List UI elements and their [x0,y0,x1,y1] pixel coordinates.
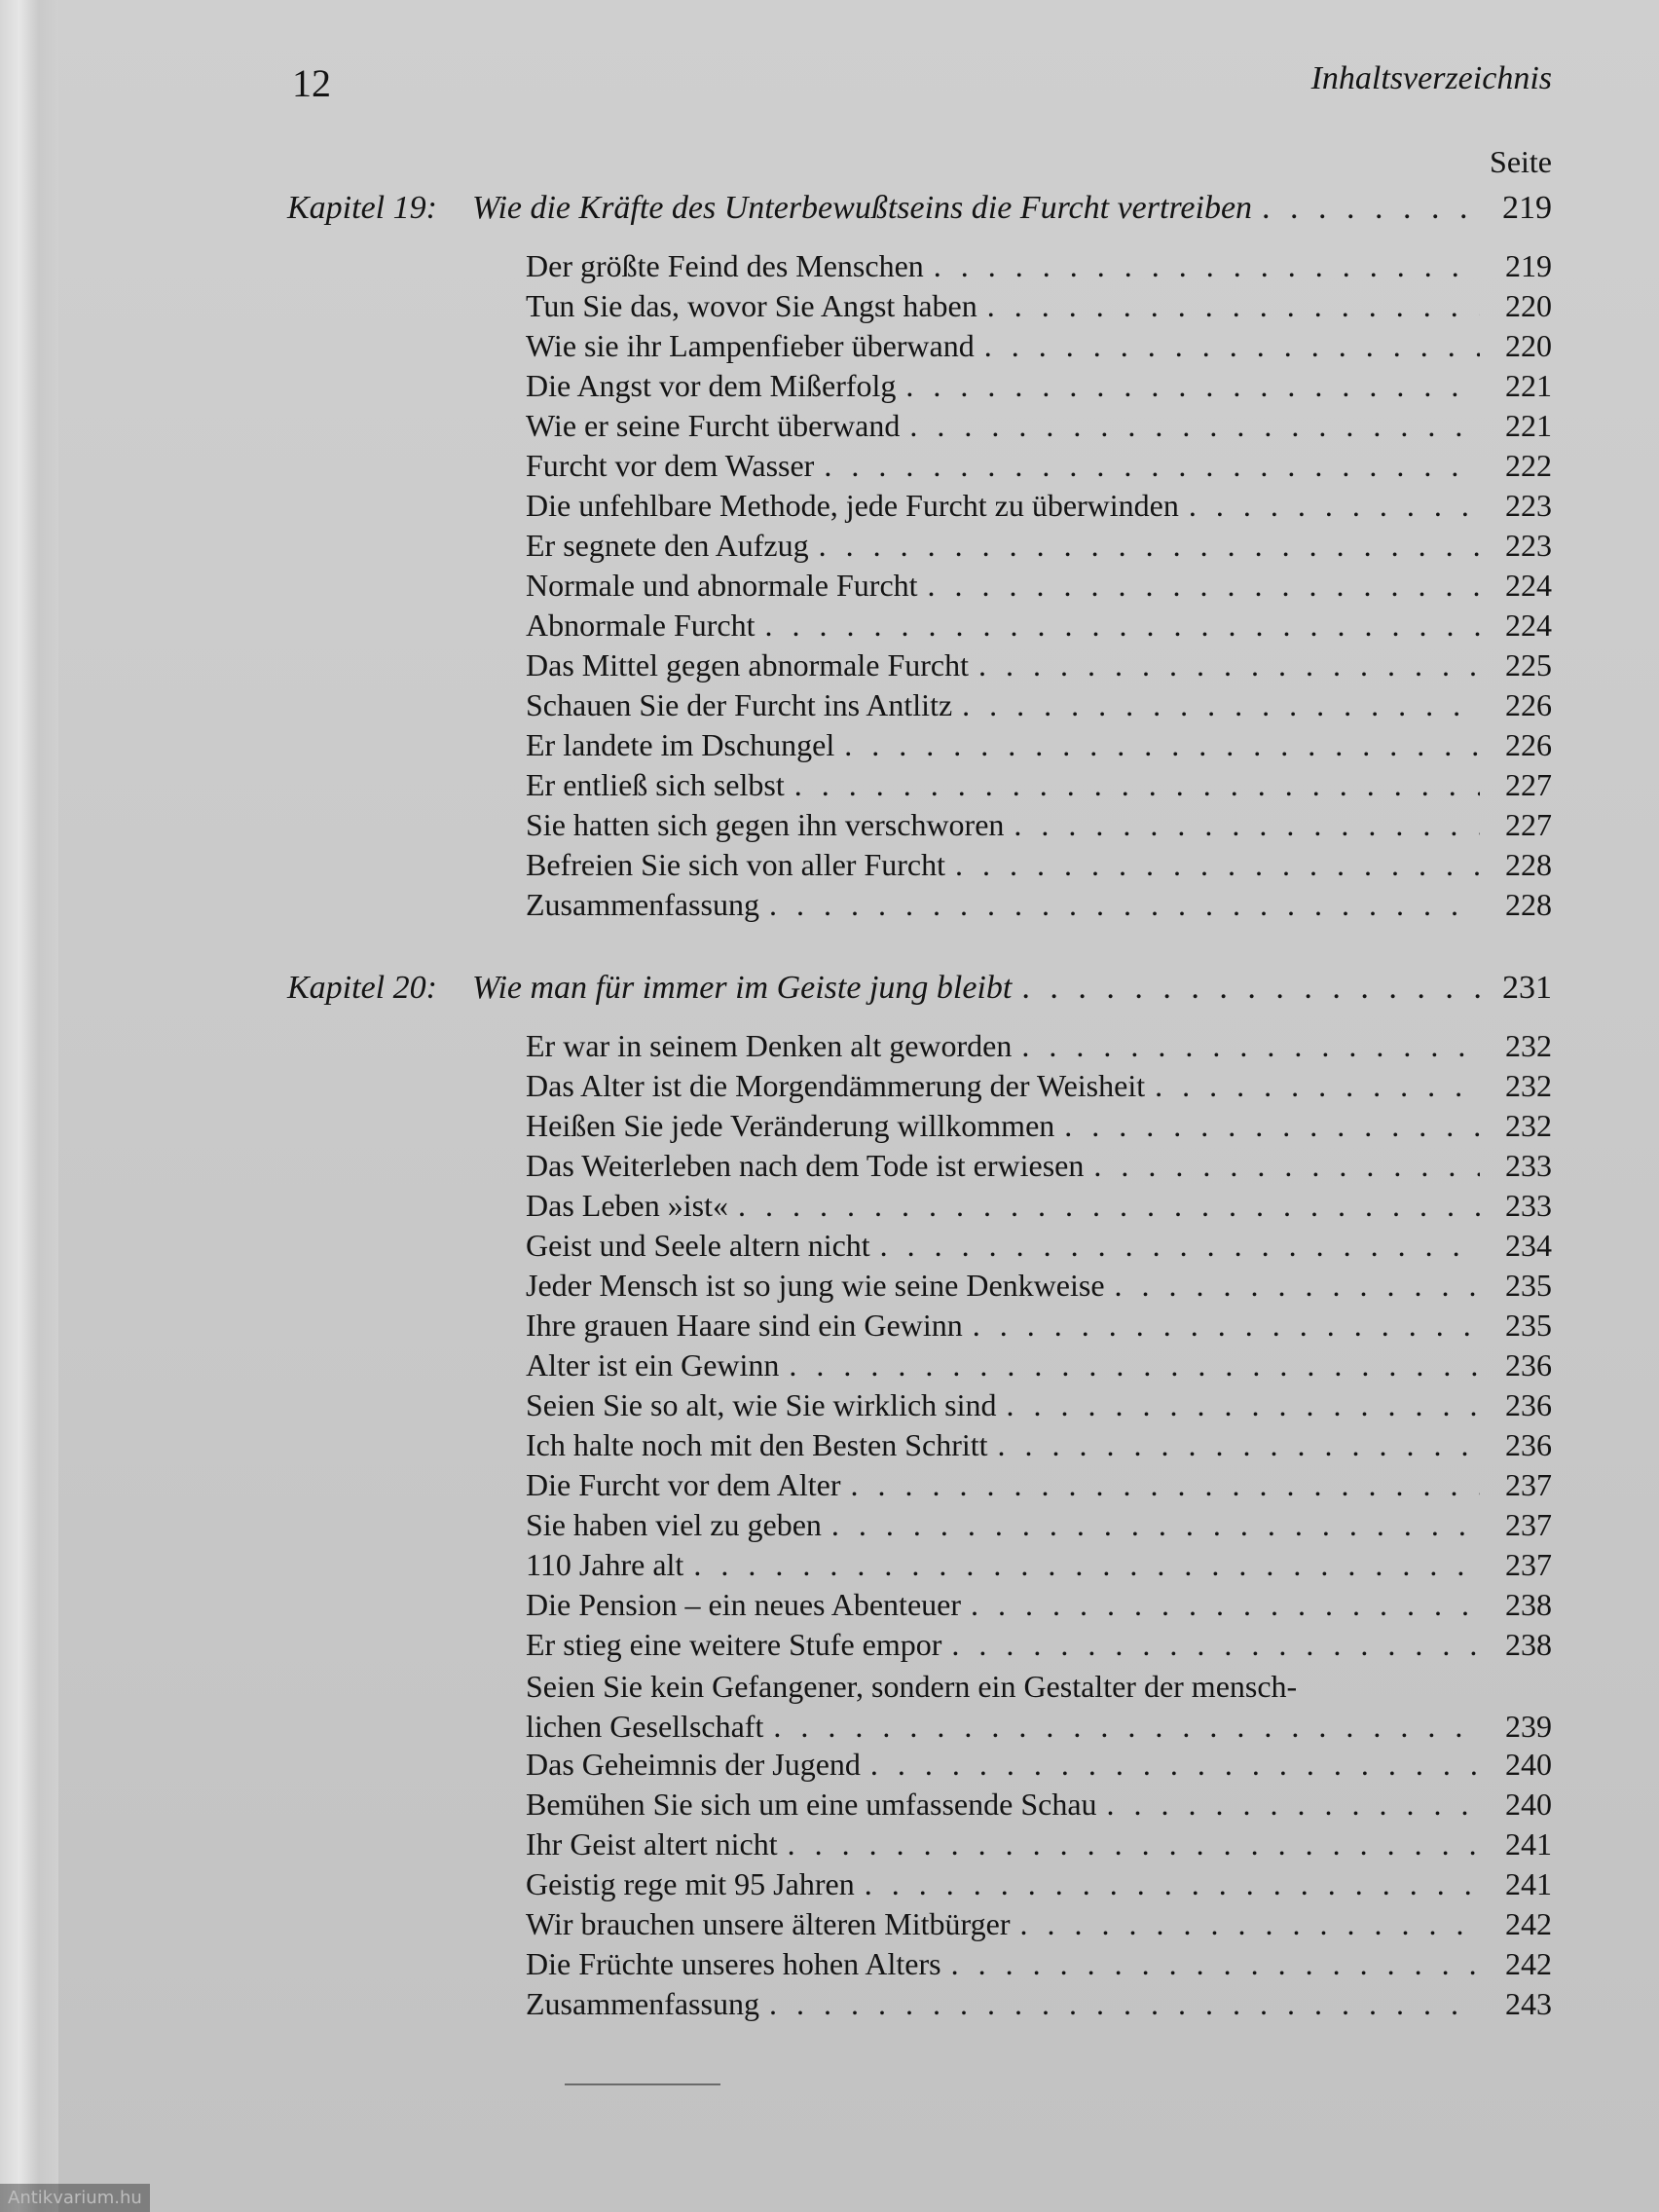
entry-page: 220 [1505,288,1552,323]
chapter-title: Wie die Kräfte des Unterbewußtseins die Furcht vertreiben [472,190,1253,226]
entry-title: Normale und abnormale Furcht [526,568,918,603]
entry-page: 232 [1505,1028,1552,1063]
entry-title: Furcht vor dem Wasser [526,448,815,483]
toc-entry [526,647,1552,687]
toc-entry [526,328,1552,368]
entry-title: Die Angst vor dem Mißerfolg [526,368,897,403]
entry-page: 223 [1505,528,1552,563]
entry-page: 220 [1505,328,1552,363]
toc-entry [526,1906,1552,1946]
entry-page: 236 [1505,1427,1552,1462]
entry-page: 236 [1505,1387,1552,1422]
entry-title: Wie er seine Furcht überwand [526,408,901,443]
toc-entry [526,887,1552,927]
chapter-title: Wie man für immer im Geiste jung bleibt [472,970,1013,1006]
entry-page: 241 [1505,1826,1552,1862]
entry-title: Er segnete den Aufzug [526,528,809,563]
toc-entry [526,568,1552,608]
toc-entry [526,1826,1552,1866]
toc-entry [526,1627,1552,1667]
entry-page: 227 [1505,807,1552,842]
toc-entry [526,1587,1552,1627]
entry-page: 233 [1505,1148,1552,1183]
leader-dots [928,568,1480,604]
entry-page: 226 [1505,727,1552,762]
leader-dots [934,248,1480,284]
entry-page: 224 [1505,608,1552,643]
page-number: 12 [292,61,331,105]
leader-dots [1155,1068,1480,1104]
toc-entry [526,248,1552,288]
entry-title: Schauen Sie der Furcht ins Antlitz [526,687,953,722]
toc-entry [526,1986,1552,2026]
toc-entry [526,528,1552,568]
toc-entry [526,1747,1552,1787]
leader-dots [765,608,1481,644]
toc-entry [526,1946,1552,1986]
entry-title: Er landete im Dschungel [526,727,835,762]
entry-title: Jeder Mensch ist so jung wie seine Denkweise [526,1268,1105,1303]
leader-dots [769,1986,1480,2022]
entry-page: 234 [1505,1228,1552,1263]
entry-title: Das Geheimnis der Jugend [526,1747,861,1782]
entry-title: Bemühen Sie sich um eine umfassende Schau [526,1787,1097,1822]
entry-title: Das Mittel gegen abnormale Furcht [526,647,969,682]
entry-title: Die Furcht vor dem Alter [526,1467,841,1502]
entry-page: 219 [1505,248,1552,283]
toc-entry [526,1467,1552,1507]
entry-page: 242 [1505,1906,1552,1941]
entry-title: Er entließ sich selbst [526,767,785,802]
entry-title: Sie haben viel zu geben [526,1507,822,1542]
leader-dots [909,408,1480,444]
leader-dots [1064,1108,1480,1144]
entry-page: 235 [1505,1308,1552,1343]
entry-page: 239 [1505,1709,1552,1744]
chapter-heading [287,190,1552,235]
entry-page: 228 [1505,887,1552,922]
leader-dots [880,1228,1480,1264]
toc-entry [526,448,1552,488]
entry-title: Seien Sie so alt, wie Sie wirklich sind [526,1387,997,1422]
toc-entry [526,488,1552,528]
entry-page: 232 [1505,1068,1552,1103]
chapter-heading [287,970,1552,1014]
leader-dots [789,1347,1480,1383]
leader-dots [1007,1387,1481,1423]
toc-entry-continuation [526,1707,1552,1747]
leader-dots [794,767,1480,803]
chapter-entries [526,1028,1552,2026]
leader-dots [998,1427,1480,1463]
entry-title: Geistig rege mit 95 Jahren [526,1866,855,1901]
entry-title-line2: lichen Gesellschaft [526,1709,764,1744]
footer-rule [565,2083,720,2085]
entry-title: Ihr Geist altert nicht [526,1826,778,1862]
toc-entry [526,408,1552,448]
leader-dots [773,1707,1480,1747]
leader-dots [870,1747,1480,1783]
watermark: Antikvarium.hu [0,2184,150,2212]
entry-page: 233 [1505,1188,1552,1223]
chapter-label: Kapitel 20: [287,970,437,1006]
entry-page: 240 [1505,1747,1552,1782]
toc-entry [526,847,1552,887]
entry-title: Sie hatten sich gegen ihn verschworen [526,807,1005,842]
leader-dots [1107,1787,1480,1823]
chapter-entries [526,248,1552,927]
entry-title: Das Alter ist die Morgendämmerung der Weisheit [526,1068,1146,1103]
toc-entry [526,1347,1552,1387]
entry-page: 223 [1505,488,1552,523]
leader-dots [955,847,1480,883]
entry-page: 238 [1505,1627,1552,1662]
leader-dots [1021,1028,1480,1064]
entry-title: Die Pension – ein neues Abenteuer [526,1587,961,1622]
book-page-edge [0,0,58,2212]
toc-entry [526,1268,1552,1308]
entry-page: 226 [1505,687,1552,722]
toc-entry [526,1028,1552,1068]
leader-dots [1014,807,1480,843]
entry-page: 237 [1505,1507,1552,1542]
entry-page: 221 [1505,368,1552,403]
leader-dots [819,528,1480,564]
toc-entry [526,1148,1552,1188]
toc-entry [526,1866,1552,1906]
entry-page: 236 [1505,1347,1552,1382]
entry-page: 225 [1505,647,1552,682]
leader-dots [987,288,1480,324]
toc-entry [526,807,1552,847]
leader-dots [905,368,1480,404]
entry-title: 110 Jahre alt [526,1547,684,1582]
entry-title-line1: Seien Sie kein Gefangener, sondern ein Gestalter der mensch- [526,1669,1298,1704]
leader-dots [978,647,1480,683]
entry-title: Abnormale Furcht [526,608,756,643]
chapter-label: Kapitel 19: [287,190,437,226]
entry-title: Das Weiterleben nach dem Tode ist erwiesen [526,1148,1085,1183]
entry-title: Die unfehlbare Methode, jede Furcht zu überwinden [526,488,1179,523]
entry-title: Alter ist ein Gewinn [526,1347,780,1382]
entry-page: 235 [1505,1268,1552,1303]
entry-page: 237 [1505,1467,1552,1502]
toc-entry [526,1108,1552,1148]
page-header [292,60,1552,119]
running-title: Inhaltsverzeichnis [1310,60,1552,96]
toc-entry [526,727,1552,767]
chapter-page: 219 [1502,190,1552,226]
entry-title: Der größte Feind des Menschen [526,248,924,283]
leader-dots [962,687,1480,723]
leader-dots [971,1587,1480,1623]
entry-page: 240 [1505,1787,1552,1822]
entry-title: Das Leben »ist« [526,1188,728,1223]
leader-dots [738,1188,1480,1224]
entry-page: 222 [1505,448,1552,483]
toc-entry [526,1387,1552,1427]
entry-page: 238 [1505,1587,1552,1622]
leader-dots [769,887,1480,923]
entry-title: Er war in seinem Denken alt geworden [526,1028,1013,1063]
toc-entry [526,687,1552,727]
toc-entry [526,1547,1552,1587]
chapter-page: 231 [1502,970,1552,1006]
entry-page: 228 [1505,847,1552,882]
leader-dots [788,1826,1480,1862]
entry-page: 221 [1505,408,1552,443]
leader-dots [1262,190,1480,227]
entry-title: Wir brauchen unsere älteren Mitbürger [526,1906,1011,1941]
leader-dots [1019,1906,1480,1942]
entry-page: 227 [1505,767,1552,802]
entry-title: Zusammenfassung [526,1986,759,2021]
leader-dots [1115,1268,1480,1304]
toc-entry [526,288,1552,328]
leader-dots [850,1467,1480,1503]
entry-page: 243 [1505,1986,1552,2021]
entry-page: 224 [1505,568,1552,603]
toc-entry [526,1667,1552,1747]
entry-title: Die Früchte unseres hohen Alters [526,1946,941,1981]
book-page [58,0,1659,2212]
leader-dots [1189,488,1480,524]
entry-title: Geist und Seele altern nicht [526,1228,870,1263]
toc-entry [526,1787,1552,1826]
toc-entry [526,1507,1552,1547]
toc-entry [526,368,1552,408]
leader-dots [1093,1148,1480,1184]
leader-dots [951,1946,1480,1982]
entry-title: Ihre grauen Haare sind ein Gewinn [526,1308,963,1343]
entry-page: 241 [1505,1866,1552,1901]
toc-entry [526,608,1552,647]
entry-title: Befreien Sie sich von aller Furcht [526,847,945,882]
leader-dots [984,328,1480,364]
toc-entry [526,1188,1552,1228]
entry-title: Tun Sie das, wovor Sie Angst haben [526,288,977,323]
table-of-contents [287,190,1552,2026]
entry-page: 237 [1505,1547,1552,1582]
leader-dots [844,727,1480,763]
entry-title: Ich halte noch mit den Besten Schritt [526,1427,988,1462]
entry-title: Wie sie ihr Lampenfieber überwand [526,328,975,363]
leader-dots [865,1866,1480,1902]
toc-entry [526,1308,1552,1347]
toc-entry [526,1427,1552,1467]
leader-dots [951,1627,1480,1663]
leader-dots [1021,970,1480,1007]
leader-dots [824,448,1480,484]
entry-title: Zusammenfassung [526,887,759,922]
entry-title: Er stieg eine weitere Stufe empor [526,1627,942,1662]
toc-entry [526,1068,1552,1108]
page-column-label: Seite [1490,144,1552,179]
toc-entry [526,1228,1552,1268]
leader-dots [693,1547,1480,1583]
leader-dots [831,1507,1480,1543]
entry-page: 232 [1505,1108,1552,1143]
toc-entry [526,767,1552,807]
entry-page: 242 [1505,1946,1552,1981]
leader-dots [973,1308,1480,1344]
entry-title: Heißen Sie jede Veränderung willkommen [526,1108,1055,1143]
